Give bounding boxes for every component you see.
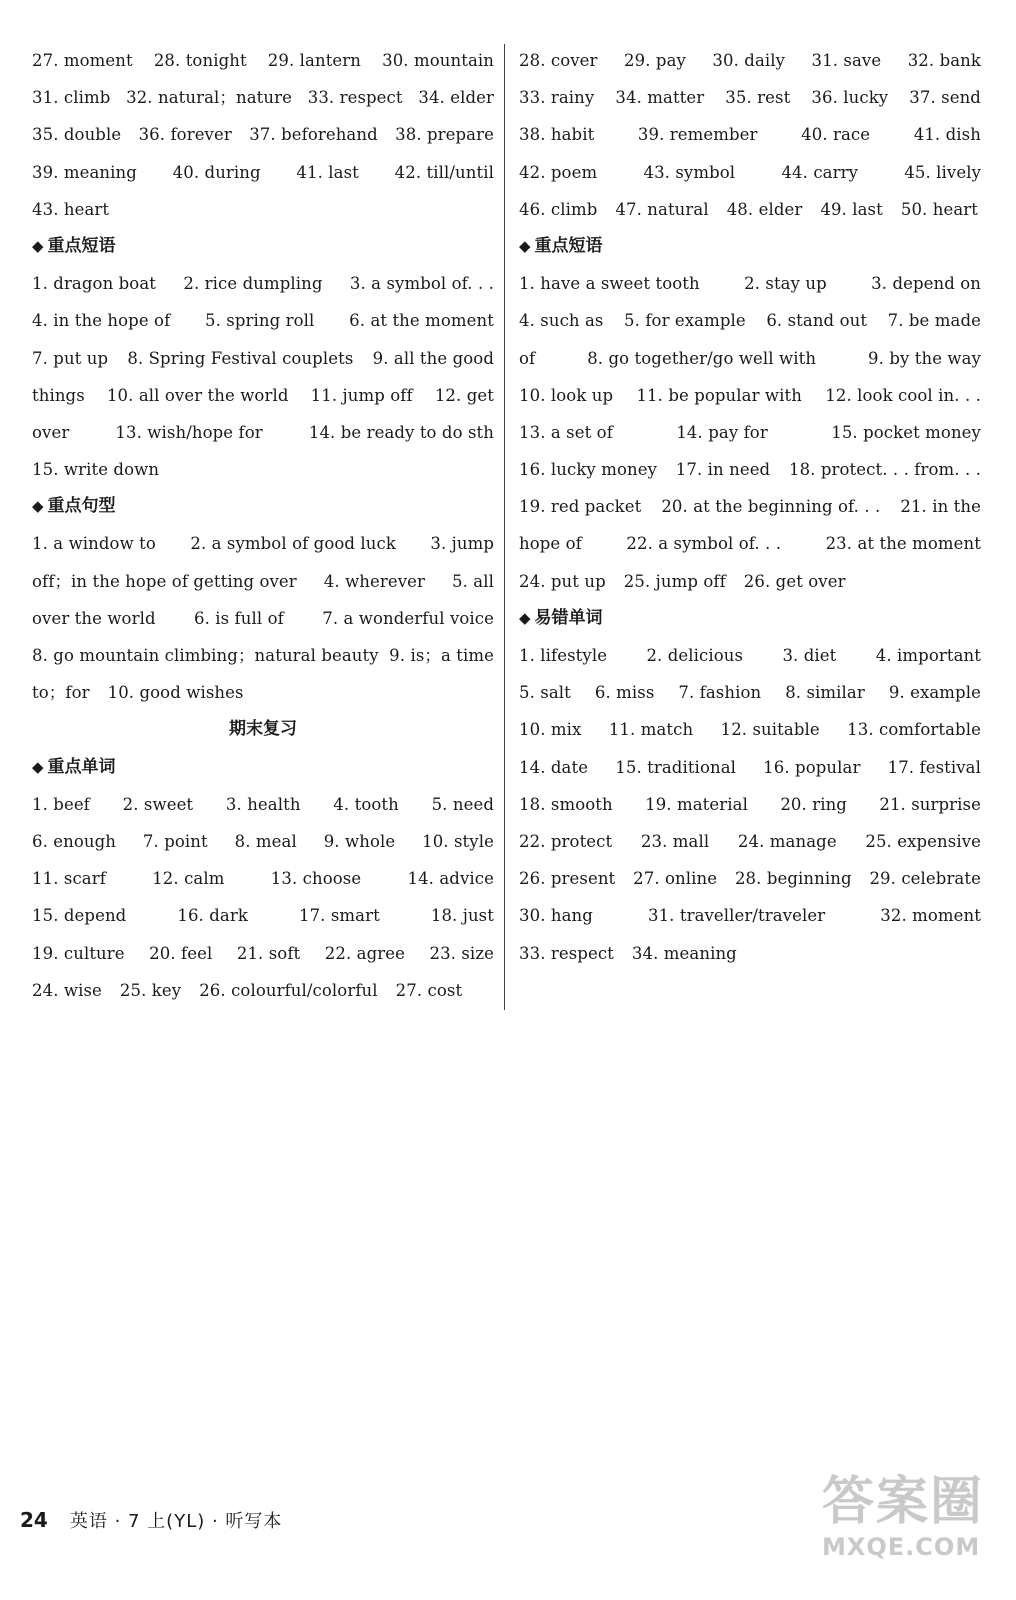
answer-item: 47. natural xyxy=(615,199,709,219)
answer-item: 34. meaning xyxy=(631,943,737,963)
answer-item: 13. wish/hope for xyxy=(115,422,263,442)
answer-item: 3. jump xyxy=(430,534,494,554)
answer-item: 19. material xyxy=(645,794,748,814)
answer-item: 16. dark xyxy=(177,906,248,926)
answer-item: 13. a set of xyxy=(519,422,613,442)
answer-item: 30. hang xyxy=(519,906,593,926)
answer-item: 40. during xyxy=(172,162,261,182)
answer-item: hope of xyxy=(519,534,582,554)
answer-item: 7. put up xyxy=(32,348,109,368)
answer-item: 14. date xyxy=(519,757,589,777)
answer-item: 15. pocket money xyxy=(831,422,981,442)
section-heading: ◆ 重点短语 xyxy=(32,228,494,265)
answer-item: over the world xyxy=(32,608,156,628)
answer-item: 5. salt xyxy=(519,683,571,703)
answer-item: 3. health xyxy=(225,794,301,814)
text-line xyxy=(519,377,981,414)
answer-item: 11. be popular with xyxy=(636,385,802,405)
answer-item: 9. example xyxy=(888,683,981,703)
answer-item: 43. symbol xyxy=(643,162,736,182)
answer-item: 5. for example xyxy=(624,311,746,331)
section-heading: ◆ 重点单词 xyxy=(32,749,494,786)
answer-item: 45. lively xyxy=(904,162,981,182)
text-line xyxy=(519,488,981,525)
diamond-icon: ◆ xyxy=(32,757,44,776)
right-column xyxy=(519,42,981,972)
answer-item: 31. traveller/traveler xyxy=(647,906,826,926)
watermark-logo xyxy=(822,1472,994,1590)
right-block-c xyxy=(519,637,981,972)
text-line xyxy=(32,823,494,860)
answer-item: 42. till/until xyxy=(394,162,494,182)
answer-item: 34. elder xyxy=(418,88,494,108)
answer-item: to；for xyxy=(32,683,90,703)
answer-item: 6. enough xyxy=(32,831,117,851)
answer-item: 20. at the beginning of. . . xyxy=(661,497,881,517)
text-line xyxy=(32,935,494,972)
answer-item: 39. meaning xyxy=(32,162,137,182)
page-number: 24 xyxy=(20,1508,48,1532)
answer-item: 9. is；a time xyxy=(389,646,494,665)
answer-item: 8. go together/go well with xyxy=(587,348,817,368)
answer-item: things xyxy=(32,385,85,405)
answer-item: 32. moment xyxy=(880,906,981,926)
answer-item: 32. natural；nature xyxy=(126,88,292,108)
answer-item: 21. in the xyxy=(900,497,981,517)
book-title: 英语 · 7 上(YL) · 听写本 xyxy=(69,1511,283,1532)
text-line xyxy=(32,79,494,116)
answer-item: 38. prepare xyxy=(395,125,494,145)
answer-item: 5. all xyxy=(452,571,494,591)
answer-item: 20. feel xyxy=(149,943,213,963)
text-line xyxy=(519,786,981,823)
text-line xyxy=(519,897,981,934)
text-line xyxy=(519,116,981,153)
answer-item: 37. send xyxy=(909,88,981,108)
answer-item: 49. last xyxy=(820,199,883,219)
answer-item: 28. beginning xyxy=(734,869,852,889)
answer-item: 18. just xyxy=(430,906,494,926)
answer-item: 9. whole xyxy=(323,831,396,851)
answer-item: 43. heart xyxy=(32,199,110,219)
answer-item: 30. mountain xyxy=(382,51,494,70)
answer-item: 2. sweet xyxy=(122,794,194,814)
text-line xyxy=(519,563,981,600)
answer-item: 8. go mountain climbing；natural beauty xyxy=(32,646,379,665)
answer-item: 26. colourful/colorful xyxy=(199,980,378,1000)
answer-item: 33. respect xyxy=(519,943,614,963)
text-line xyxy=(32,265,494,302)
column-divider xyxy=(504,44,505,1010)
answer-item: 17. in need xyxy=(675,460,771,480)
text-line xyxy=(519,935,981,972)
right-block-b xyxy=(519,265,981,600)
answer-item: 27. online xyxy=(633,869,718,889)
answer-item: 12. calm xyxy=(152,869,225,889)
answer-item: 12. get xyxy=(434,385,494,405)
left-block-c xyxy=(32,525,494,711)
watermark-en: MXQE.COM xyxy=(822,1533,981,1561)
answer-item: of xyxy=(519,348,536,368)
answer-item: 35. rest xyxy=(725,88,791,108)
answer-item: 15. depend xyxy=(32,906,127,926)
answer-item: 38. habit xyxy=(519,125,595,145)
answer-item: 11. match xyxy=(608,720,694,740)
answer-item: 10. style xyxy=(422,831,494,851)
answer-item: 14. pay for xyxy=(676,422,768,442)
answer-item: 29. celebrate xyxy=(869,869,981,889)
answer-item: 10. good wishes xyxy=(107,683,244,703)
answer-item: 34. matter xyxy=(615,88,705,108)
answer-item: 22. protect xyxy=(519,831,613,851)
text-line xyxy=(519,414,981,451)
answer-item: 18. smooth xyxy=(519,794,613,814)
answer-item: 41. dish xyxy=(913,125,981,145)
answer-item: 13. comfortable xyxy=(847,720,981,740)
diamond-icon: ◆ xyxy=(32,236,44,255)
answer-item: 17. festival xyxy=(887,757,981,777)
diamond-icon: ◆ xyxy=(32,497,44,516)
answer-item: 6. miss xyxy=(594,683,655,703)
text-line xyxy=(519,823,981,860)
answer-item: 28. tonight xyxy=(153,51,247,70)
answer-item: 39. remember xyxy=(637,125,758,145)
answer-item: 21. soft xyxy=(236,943,301,963)
right-block-a xyxy=(519,42,981,228)
text-line xyxy=(32,860,494,897)
text-line xyxy=(519,860,981,897)
text-line xyxy=(32,563,494,600)
answer-item: 15. traditional xyxy=(615,757,737,777)
answer-item: 36. forever xyxy=(138,125,232,145)
section-heading: ◆ 重点短语 xyxy=(519,228,981,265)
answer-item: 17. smart xyxy=(298,906,380,926)
answer-item: 5. spring roll xyxy=(205,311,315,331)
answer-item: 3. diet xyxy=(782,646,837,665)
answer-item: 31. save xyxy=(811,51,882,70)
answer-item: 23. mall xyxy=(640,831,710,851)
text-line xyxy=(519,711,981,748)
answer-item: 27. cost xyxy=(395,980,463,1000)
answer-item: 8. Spring Festival couplets xyxy=(127,348,354,368)
answer-item: 29. lantern xyxy=(267,51,362,70)
text-line xyxy=(519,637,981,674)
answer-item: 26. present xyxy=(519,869,616,889)
answer-item: 7. fashion xyxy=(678,683,762,703)
text-line xyxy=(519,265,981,302)
answer-item: 9. by the way xyxy=(868,348,981,368)
answer-item: 15. write down xyxy=(32,460,160,480)
answer-item: 9. all the good xyxy=(372,348,494,368)
answer-item: 46. climb xyxy=(519,199,598,219)
text-line xyxy=(32,377,494,414)
answer-item: 41. last xyxy=(296,162,359,182)
text-line xyxy=(519,154,981,191)
answer-item: 31. climb xyxy=(32,88,111,108)
answer-item: 7. a wonderful voice xyxy=(322,608,494,628)
answer-item: off；in the hope of getting over xyxy=(32,571,297,591)
answer-item: 28. cover xyxy=(519,51,598,70)
answer-item: 6. at the moment xyxy=(349,311,494,331)
answer-item: over xyxy=(32,422,70,442)
answer-item: 19. culture xyxy=(32,943,125,963)
answer-item: 25. expensive xyxy=(865,831,981,851)
answer-item: 6. stand out xyxy=(766,311,868,331)
left-block-a xyxy=(32,42,494,228)
answer-item: 11. scarf xyxy=(32,869,106,889)
final-review-heading: 期末复习 xyxy=(229,719,297,740)
answer-item: 3. depend on xyxy=(871,274,981,294)
answer-item: 42. poem xyxy=(519,162,598,182)
left-column xyxy=(32,42,494,1009)
answer-item: 22. a symbol of. . . xyxy=(626,534,782,554)
answer-item: 29. pay xyxy=(624,51,686,70)
diamond-icon: ◆ xyxy=(519,236,531,255)
text-line xyxy=(32,600,494,637)
answer-item: 7. point xyxy=(142,831,208,851)
answer-item: 11. jump off xyxy=(310,385,413,405)
text-line xyxy=(32,116,494,153)
answer-item: 13. choose xyxy=(270,869,362,889)
answer-item: 14. advice xyxy=(407,869,494,889)
answer-item: 36. lucky xyxy=(811,88,889,108)
text-line xyxy=(519,340,981,377)
text-line xyxy=(519,42,981,79)
text-line xyxy=(32,786,494,823)
left-block-b xyxy=(32,265,494,488)
text-line xyxy=(519,451,981,488)
answer-item: 50. heart xyxy=(900,199,978,219)
answer-item: 5. need xyxy=(431,794,494,814)
text-line xyxy=(32,972,494,1009)
answer-item: 44. carry xyxy=(781,162,858,182)
answer-item: 4. tooth xyxy=(333,794,399,814)
text-line xyxy=(32,414,494,451)
text-line xyxy=(32,340,494,377)
answer-item: 3. a symbol of. . . xyxy=(349,274,494,294)
answer-item: 1. lifestyle xyxy=(519,646,608,665)
answer-item: 25. key xyxy=(119,980,182,1000)
answer-item: 1. have a sweet tooth xyxy=(519,274,700,294)
answer-item: 10. look up xyxy=(519,385,614,405)
answer-item: 8. meal xyxy=(234,831,297,851)
answer-item: 24. manage xyxy=(737,831,837,851)
text-line xyxy=(32,897,494,934)
answer-item: 10. all over the world xyxy=(106,385,289,405)
answer-item: 21. surprise xyxy=(879,794,981,814)
watermark-cn: 答案圈 xyxy=(822,1472,985,1532)
answer-item: 30. daily xyxy=(712,51,786,70)
text-line xyxy=(519,749,981,786)
answer-item: 1. dragon boat xyxy=(32,274,157,294)
text-line xyxy=(32,674,494,711)
answer-item: 7. be made xyxy=(887,311,981,331)
answer-item: 14. be ready to do sth xyxy=(308,422,494,442)
answer-item: 4. important xyxy=(875,646,981,665)
text-line xyxy=(519,674,981,711)
text-line xyxy=(519,525,981,562)
answer-item: 23. at the moment xyxy=(825,534,981,554)
answer-item: 35. double xyxy=(32,125,122,145)
answer-item: 27. moment xyxy=(32,51,133,70)
answer-item: 16. popular xyxy=(763,757,861,777)
section-heading: ◆ 易错单词 xyxy=(519,600,981,637)
answer-item: 22. agree xyxy=(324,943,405,963)
answer-item: 1. a window to xyxy=(32,534,156,554)
text-line xyxy=(32,302,494,339)
page-footer xyxy=(20,1500,282,1540)
answer-item: 18. protect. . . from. . . xyxy=(788,460,981,480)
answer-item: 24. put up xyxy=(519,571,606,591)
answer-item: 48. elder xyxy=(726,199,803,219)
answer-item: 25. jump off xyxy=(623,571,726,591)
answer-item: 19. red packet xyxy=(519,497,642,517)
answer-item: 24. wise xyxy=(32,980,102,1000)
left-block-d xyxy=(32,786,494,1009)
answer-item: 37. beforehand xyxy=(249,125,378,145)
answer-item: 33. respect xyxy=(307,88,403,108)
text-line xyxy=(519,302,981,339)
text-line xyxy=(32,42,494,79)
answer-item: 4. wherever xyxy=(323,571,426,591)
answer-item: 16. lucky money xyxy=(519,460,657,480)
diamond-icon: ◆ xyxy=(519,608,531,627)
answer-item: 2. stay up xyxy=(744,274,827,294)
text-line xyxy=(519,191,981,228)
text-line xyxy=(519,79,981,116)
text-line xyxy=(32,191,494,228)
text-line xyxy=(32,154,494,191)
answer-item: 23. size xyxy=(429,943,494,963)
section-heading: ◆ 重点句型 xyxy=(32,488,494,525)
text-line xyxy=(32,451,494,488)
text-line xyxy=(32,525,494,562)
answer-item: 40. race xyxy=(801,125,871,145)
answer-item: 2. a symbol of good luck xyxy=(190,534,396,554)
answer-item: 20. ring xyxy=(780,794,847,814)
answer-item: 8. similar xyxy=(785,683,865,703)
text-line xyxy=(32,637,494,674)
answer-item: 1. beef xyxy=(32,794,90,814)
answer-item: 12. suitable xyxy=(720,720,820,740)
answer-item: 33. rainy xyxy=(519,88,595,108)
answer-item: 2. rice dumpling xyxy=(183,274,323,294)
answer-item: 12. look cool in. . . xyxy=(825,385,981,405)
answer-item: 32. bank xyxy=(907,51,981,70)
answer-item: 6. is full of xyxy=(193,608,284,628)
answer-item: 4. such as xyxy=(519,311,604,331)
answer-item: 26. get over xyxy=(743,571,846,591)
answer-item: 4. in the hope of xyxy=(32,311,171,331)
answer-item: 2. delicious xyxy=(646,646,744,665)
answer-item: 10. mix xyxy=(519,720,582,740)
